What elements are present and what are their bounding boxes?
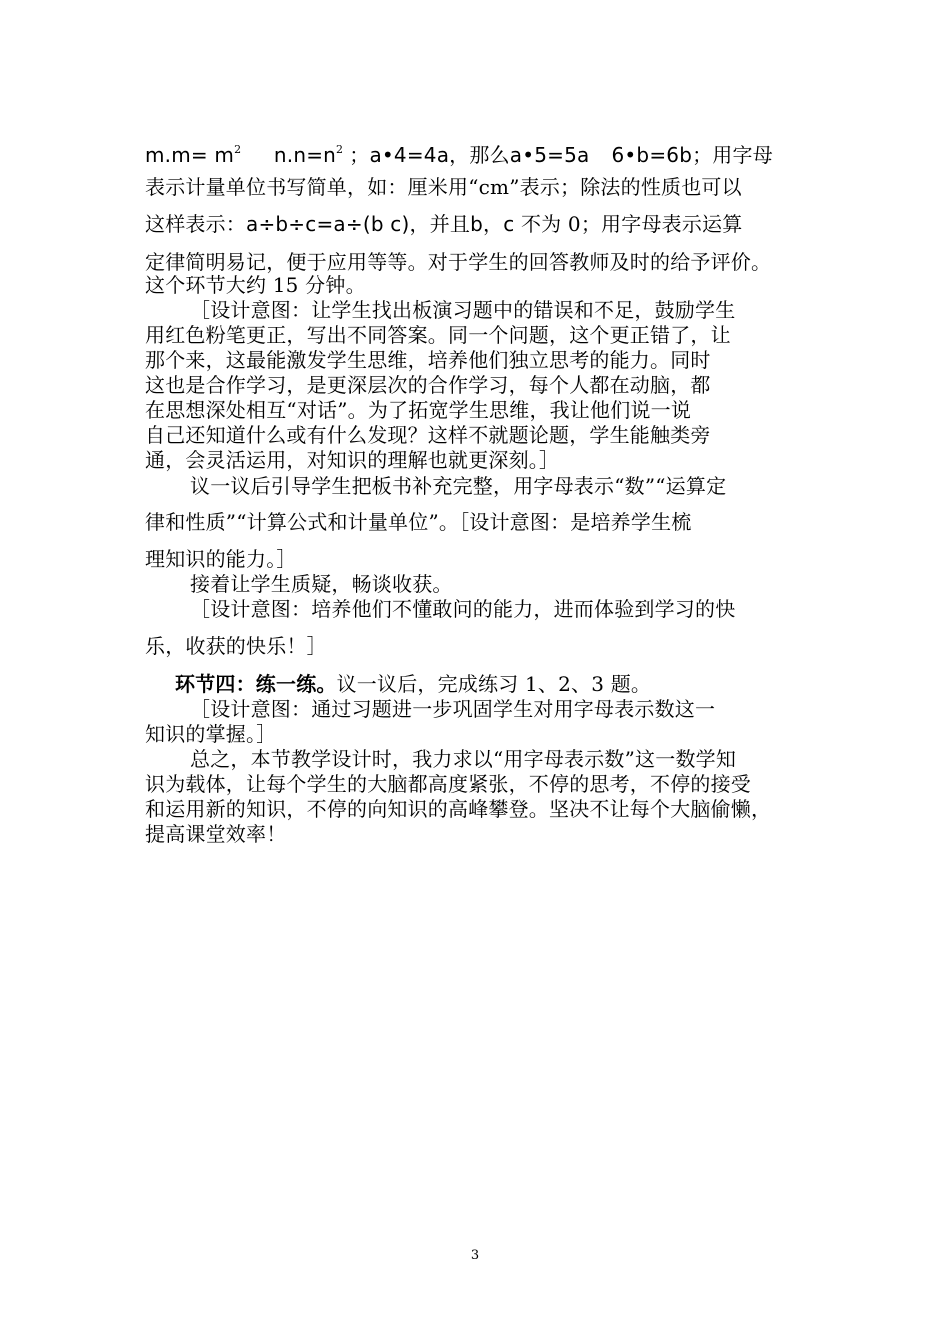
design-intent-1-line: ［设计意图：让学生找出板演习题中的错误和不足，鼓励学生 bbox=[190, 298, 736, 322]
design-intent-3-line: 知识的掌握。］ bbox=[145, 722, 277, 746]
formula-expr-3: 6•b=6b bbox=[611, 143, 693, 167]
design-intent-3-line: ［设计意图：通过习题进一步巩固学生对用字母表示数这一 bbox=[190, 697, 716, 721]
design-intent-1-line: 那个来，这最能激发学生思维，培养他们独立思考的能力。同时 bbox=[145, 348, 711, 372]
formula-tail: ；用字母 bbox=[692, 143, 773, 167]
paragraph-2-line: 律和性质”“计算公式和计量单位”。［设计意图：是培养学生梳 bbox=[145, 510, 692, 534]
formula-nn-superscript: 2 bbox=[336, 143, 344, 156]
paragraph-1-line-3 bbox=[145, 212, 815, 236]
division-end: 不为 0；用字母表示运算 bbox=[514, 212, 743, 236]
summary-line: 和运用新的知识，不停的向知识的高峰攀登。坚决不让每个大脑偷懒， bbox=[145, 797, 772, 821]
design-intent-2-line: ［设计意图：培养他们不懂敢问的能力，进而体验到学习的快 bbox=[190, 597, 736, 621]
summary-line: 识为载体，让每个学生的大脑都高度紧张，不停的思考，不停的接受 bbox=[145, 772, 751, 796]
paragraph-1-line-2: 表示计量单位书写简单，如：厘米用“cm”表示；除法的性质也可以 bbox=[145, 175, 742, 199]
division-intro: 这样表示： bbox=[145, 212, 246, 236]
section-4-heading: 环节四：练一练。 bbox=[175, 672, 337, 696]
paragraph-1-line-5: 这个环节大约 15 分钟。 bbox=[145, 273, 366, 297]
paragraph-3: 接着让学生质疑，畅谈收获。 bbox=[190, 572, 453, 596]
design-intent-1-line: 用红色粉笔更正，写出不同答案。同一个问题，这个更正错了，让 bbox=[145, 323, 731, 347]
division-mid: ，并且 bbox=[409, 212, 471, 236]
division-vars: b，c bbox=[470, 212, 515, 236]
summary-line: 提高课堂效率！ bbox=[145, 822, 287, 846]
summary-line: 总之，本节教学设计时，我力求以“用字母表示数”这一数学知 bbox=[190, 747, 737, 771]
paragraph-2-line: 理知识的能力。］ bbox=[145, 547, 297, 571]
formula-mm: m.m= m bbox=[145, 143, 235, 167]
formula-then: ，那么 bbox=[449, 143, 510, 167]
division-expression: a÷b÷c=a÷(b c) bbox=[246, 212, 410, 236]
design-intent-2-line: 乐，收获的快乐！］ bbox=[145, 634, 327, 658]
formula-separator: ； bbox=[349, 143, 370, 167]
paragraph-2-line: 议一议后引导学生把板书补充完整，用字母表示“数”“运算定 bbox=[190, 474, 727, 498]
design-intent-1-line: 在思想深处相互“对话”。为了拓宽学生思维，我让他们说一说 bbox=[145, 398, 692, 422]
design-intent-1-line: 这也是合作学习，是更深层次的合作学习，每个人都在动脑，都 bbox=[145, 373, 711, 397]
formula-mm-superscript: 2 bbox=[234, 143, 242, 156]
paragraph-1-line-4: 定律简明易记，便于应用等等。对于学生的回答教师及时的给予评价。 bbox=[145, 250, 772, 274]
design-intent-1-line: 通，会灵活运用，对知识的理解也就更深刻。］ bbox=[145, 448, 560, 472]
design-intent-1-line: 自己还知道什么或有什么发现？这样不就题论题，学生能触类旁 bbox=[145, 423, 711, 447]
formula-expr-2: a•5=5a bbox=[509, 143, 590, 167]
section-4-line bbox=[175, 672, 815, 696]
section-4-text: 议一议后，完成练习 1、2、3 题。 bbox=[336, 672, 652, 696]
formula-nn: n.n=n bbox=[273, 143, 337, 167]
page-number: 3 bbox=[470, 1248, 480, 1263]
formula-line bbox=[145, 138, 815, 167]
formula-expr-1: a•4=4a bbox=[369, 143, 450, 167]
